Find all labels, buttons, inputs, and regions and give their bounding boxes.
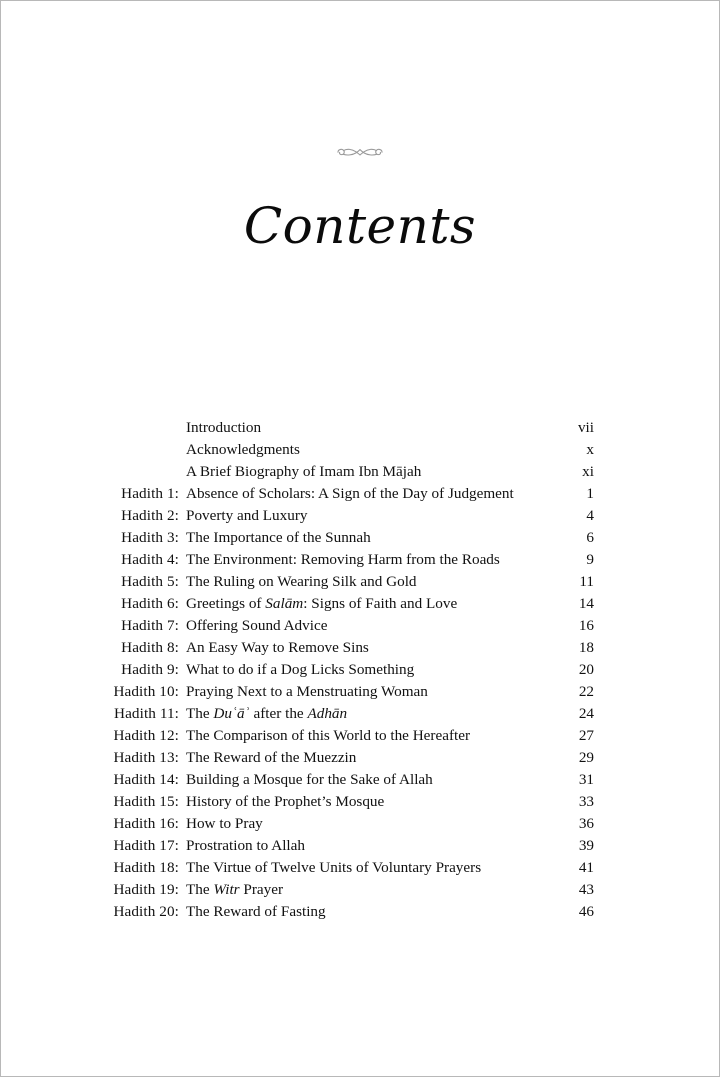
toc-entry-title[interactable]: The Duʿāʾ after the Adhān <box>186 705 348 722</box>
toc-entry-label: Hadith 16: <box>113 815 179 832</box>
toc-entry-label <box>101 439 186 461</box>
toc-entry-page-number: 41 <box>578 859 594 876</box>
toc-entry-page-number: 31 <box>578 771 594 788</box>
toc-row[interactable] <box>101 593 594 615</box>
toc-entry-title[interactable]: Absence of Scholars: A Sign of the Day of Judgement <box>186 485 514 502</box>
toc-entry-page-number: 39 <box>578 837 594 854</box>
toc-entry-label: Hadith 2: <box>121 507 179 524</box>
toc-entry-title[interactable]: What to do if a Dog Licks Something <box>186 661 415 678</box>
toc-entry-title[interactable]: The Witr Prayer <box>186 881 284 898</box>
toc-row[interactable] <box>101 681 594 703</box>
toc-entry-label: Hadith 8: <box>121 639 179 656</box>
toc-row[interactable] <box>101 637 594 659</box>
toc-entry-label: Hadith 13: <box>113 749 179 766</box>
toc-row[interactable] <box>101 417 594 439</box>
toc-entry-label: Hadith 7: <box>121 617 179 634</box>
toc-entry-page-number: 11 <box>579 573 594 590</box>
toc-entry-page-number: 20 <box>578 661 594 678</box>
toc-entry-title[interactable]: The Reward of the Muezzin <box>186 749 357 766</box>
toc-row[interactable] <box>101 835 594 857</box>
toc-entry-page-number: 36 <box>578 815 594 832</box>
toc-table <box>101 417 594 923</box>
toc-entry-label: Hadith 3: <box>121 529 179 546</box>
toc-entry-label <box>101 461 186 483</box>
toc-entry-title[interactable]: Building a Mosque for the Sake of Allah <box>186 771 433 788</box>
toc-entry-page-number: 14 <box>578 595 594 612</box>
toc-entry-title[interactable]: The Virtue of Twelve Units of Voluntary Prayers <box>186 859 482 876</box>
toc-entry-title[interactable]: History of the Prophet’s Mosque <box>186 793 385 810</box>
toc-entry-title[interactable]: The Importance of the Sunnah <box>186 529 371 546</box>
page-title: Contents <box>243 197 477 255</box>
toc-entry-title[interactable]: The Environment: Removing Harm from the Roads <box>186 551 500 568</box>
toc-entry-label: Hadith 17: <box>113 837 179 854</box>
toc-entry-page-number: xi <box>582 463 594 480</box>
table-of-contents <box>101 417 594 923</box>
decorative-swirl-fleuron-icon <box>1 143 719 161</box>
toc-entry-label: Hadith 4: <box>121 551 179 568</box>
toc-row[interactable] <box>101 879 594 901</box>
toc-entry-page-number: 1 <box>586 485 594 502</box>
toc-row[interactable] <box>101 505 594 527</box>
toc-row[interactable] <box>101 571 594 593</box>
toc-row[interactable] <box>101 703 594 725</box>
toc-row[interactable] <box>101 615 594 637</box>
toc-entry-label: Hadith 5: <box>121 573 179 590</box>
toc-entry-label: Hadith 6: <box>121 595 179 612</box>
toc-entry-title[interactable]: Praying Next to a Menstruating Woman <box>186 683 428 700</box>
toc-entry-label: Hadith 20: <box>113 903 179 920</box>
toc-entry-label: Hadith 18: <box>113 859 179 876</box>
toc-entry-title[interactable]: The Comparison of this World to the Hereafter <box>186 727 471 744</box>
toc-entry-page-number: 33 <box>578 793 594 810</box>
toc-entry-label: Hadith 15: <box>113 793 179 810</box>
toc-body <box>101 417 594 923</box>
toc-row[interactable] <box>101 549 594 571</box>
toc-entry-title[interactable]: How to Pray <box>186 815 263 832</box>
toc-entry-title[interactable]: The Reward of Fasting <box>186 903 326 920</box>
toc-row[interactable] <box>101 769 594 791</box>
toc-entry-title[interactable]: Prostration to Allah <box>186 837 305 854</box>
toc-entry-page-number: 29 <box>578 749 594 766</box>
toc-entry-title[interactable]: The Ruling on Wearing Silk and Gold <box>186 573 417 590</box>
toc-row[interactable] <box>101 659 594 681</box>
toc-entry-title[interactable]: Introduction <box>186 419 262 436</box>
toc-entry-label: Hadith 10: <box>113 683 179 700</box>
toc-row[interactable] <box>101 483 594 505</box>
toc-row[interactable] <box>101 527 594 549</box>
toc-entry-page-number: 27 <box>578 727 594 744</box>
toc-entry-title[interactable]: A Brief Biography of Imam Ibn Mājah <box>186 463 422 480</box>
toc-entry-page-number: vii <box>577 419 594 436</box>
toc-entry-label: Hadith 12: <box>113 727 179 744</box>
toc-entry-page-number: 43 <box>578 881 594 898</box>
toc-entry-label: Hadith 1: <box>121 485 179 502</box>
toc-entry-page-number: 6 <box>586 529 594 546</box>
toc-entry-label: Hadith 14: <box>113 771 179 788</box>
toc-entry-label: Hadith 11: <box>114 705 179 722</box>
toc-entry-page-number: 9 <box>586 551 594 568</box>
toc-entry-page-number: x <box>586 441 594 458</box>
toc-entry-label: Hadith 9: <box>121 661 179 678</box>
toc-entry-page-number: 18 <box>578 639 594 656</box>
toc-entry-title[interactable]: Offering Sound Advice <box>186 617 328 634</box>
toc-entry-title[interactable]: Greetings of Salām: Signs of Faith and Love <box>186 595 458 612</box>
toc-row[interactable] <box>101 439 594 461</box>
toc-entry-title[interactable]: Acknowledgments <box>186 441 300 458</box>
toc-entry-title[interactable]: Poverty and Luxury <box>186 507 308 524</box>
toc-row[interactable] <box>101 461 594 483</box>
toc-entry-label <box>101 417 186 439</box>
toc-row[interactable] <box>101 901 594 923</box>
toc-entry-page-number: 24 <box>578 705 594 722</box>
toc-entry-title[interactable]: An Easy Way to Remove Sins <box>186 639 369 656</box>
toc-row[interactable] <box>101 857 594 879</box>
toc-entry-page-number: 22 <box>578 683 594 700</box>
toc-row[interactable] <box>101 747 594 769</box>
toc-row[interactable] <box>101 791 594 813</box>
toc-entry-page-number: 4 <box>586 507 594 524</box>
toc-entry-page-number: 46 <box>578 903 594 920</box>
toc-row[interactable] <box>101 813 594 835</box>
toc-entry-page-number: 16 <box>578 617 594 634</box>
toc-row[interactable] <box>101 725 594 747</box>
toc-entry-label: Hadith 19: <box>113 881 179 898</box>
